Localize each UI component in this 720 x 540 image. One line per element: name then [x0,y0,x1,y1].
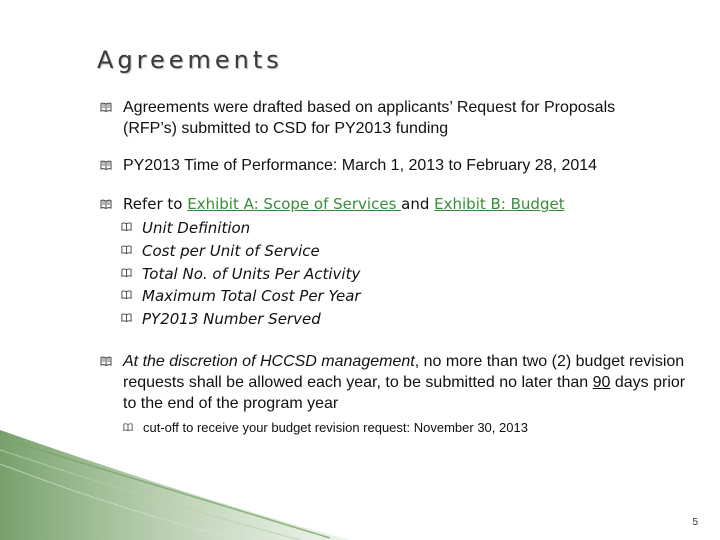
revision-end-text: days prior to the end of the program year [123,374,686,412]
days-value: 90 [592,374,611,391]
slide-title: Agreements [97,46,283,74]
bullet-drafted [100,97,660,139]
book-icon [121,312,132,323]
refer-middle: and [401,195,435,213]
sub-item-text: Cost per Unit of Service [142,242,320,260]
decorative-swoosh [0,430,720,540]
book-icon [100,198,112,210]
exhibit-b-link[interactable]: Exhibit B: Budget [434,195,565,213]
bullet-text: Agreements were drafted based on applicants’ Request for Proposals (RFP’s) submitted to CSD for PY2013 funding [123,99,616,137]
exhibit-a-link[interactable]: Exhibit A: Scope of Services [187,195,402,213]
refer-prefix: Refer to [123,195,188,213]
sub-item-cost-per-unit [121,240,320,262]
sub-item-text: PY2013 Number Served [142,310,321,328]
page-number: 5 [692,517,698,528]
sub-item-text: Unit Definition [142,219,251,237]
book-icon [100,101,112,113]
sub-item-text: Maximum Total Cost Per Year [142,287,361,305]
book-icon [100,159,112,171]
book-icon [121,289,132,300]
bullet-refer-exhibits [100,194,700,215]
book-icon [121,267,132,278]
bullet-budget-revision [100,351,690,414]
sub-item-max-cost [121,285,361,307]
book-icon [121,221,132,232]
book-icon [121,244,132,255]
sub-item-text: Total No. of Units Per Activity [142,265,361,283]
bullet-text [123,194,565,215]
revision-text: , no more than two (2) budget revision requests shall be allowed each year, to be submitted no later than [123,353,685,391]
sub-item-total-units [121,263,360,285]
book-icon [100,355,112,367]
bullet-text [123,351,690,414]
bullet-text: PY2013 Time of Performance: March 1, 2013 to February 28, 2014 [123,157,598,174]
sub-item-number-served [121,308,321,330]
sub-item-unit-definition [121,217,250,239]
discretion-text: At the discretion of HCCSD management [123,353,415,370]
bullet-time-of-performance [100,155,700,176]
sub-item-text: cut-off to receive your budget revision request: November 30, 2013 [143,420,528,435]
